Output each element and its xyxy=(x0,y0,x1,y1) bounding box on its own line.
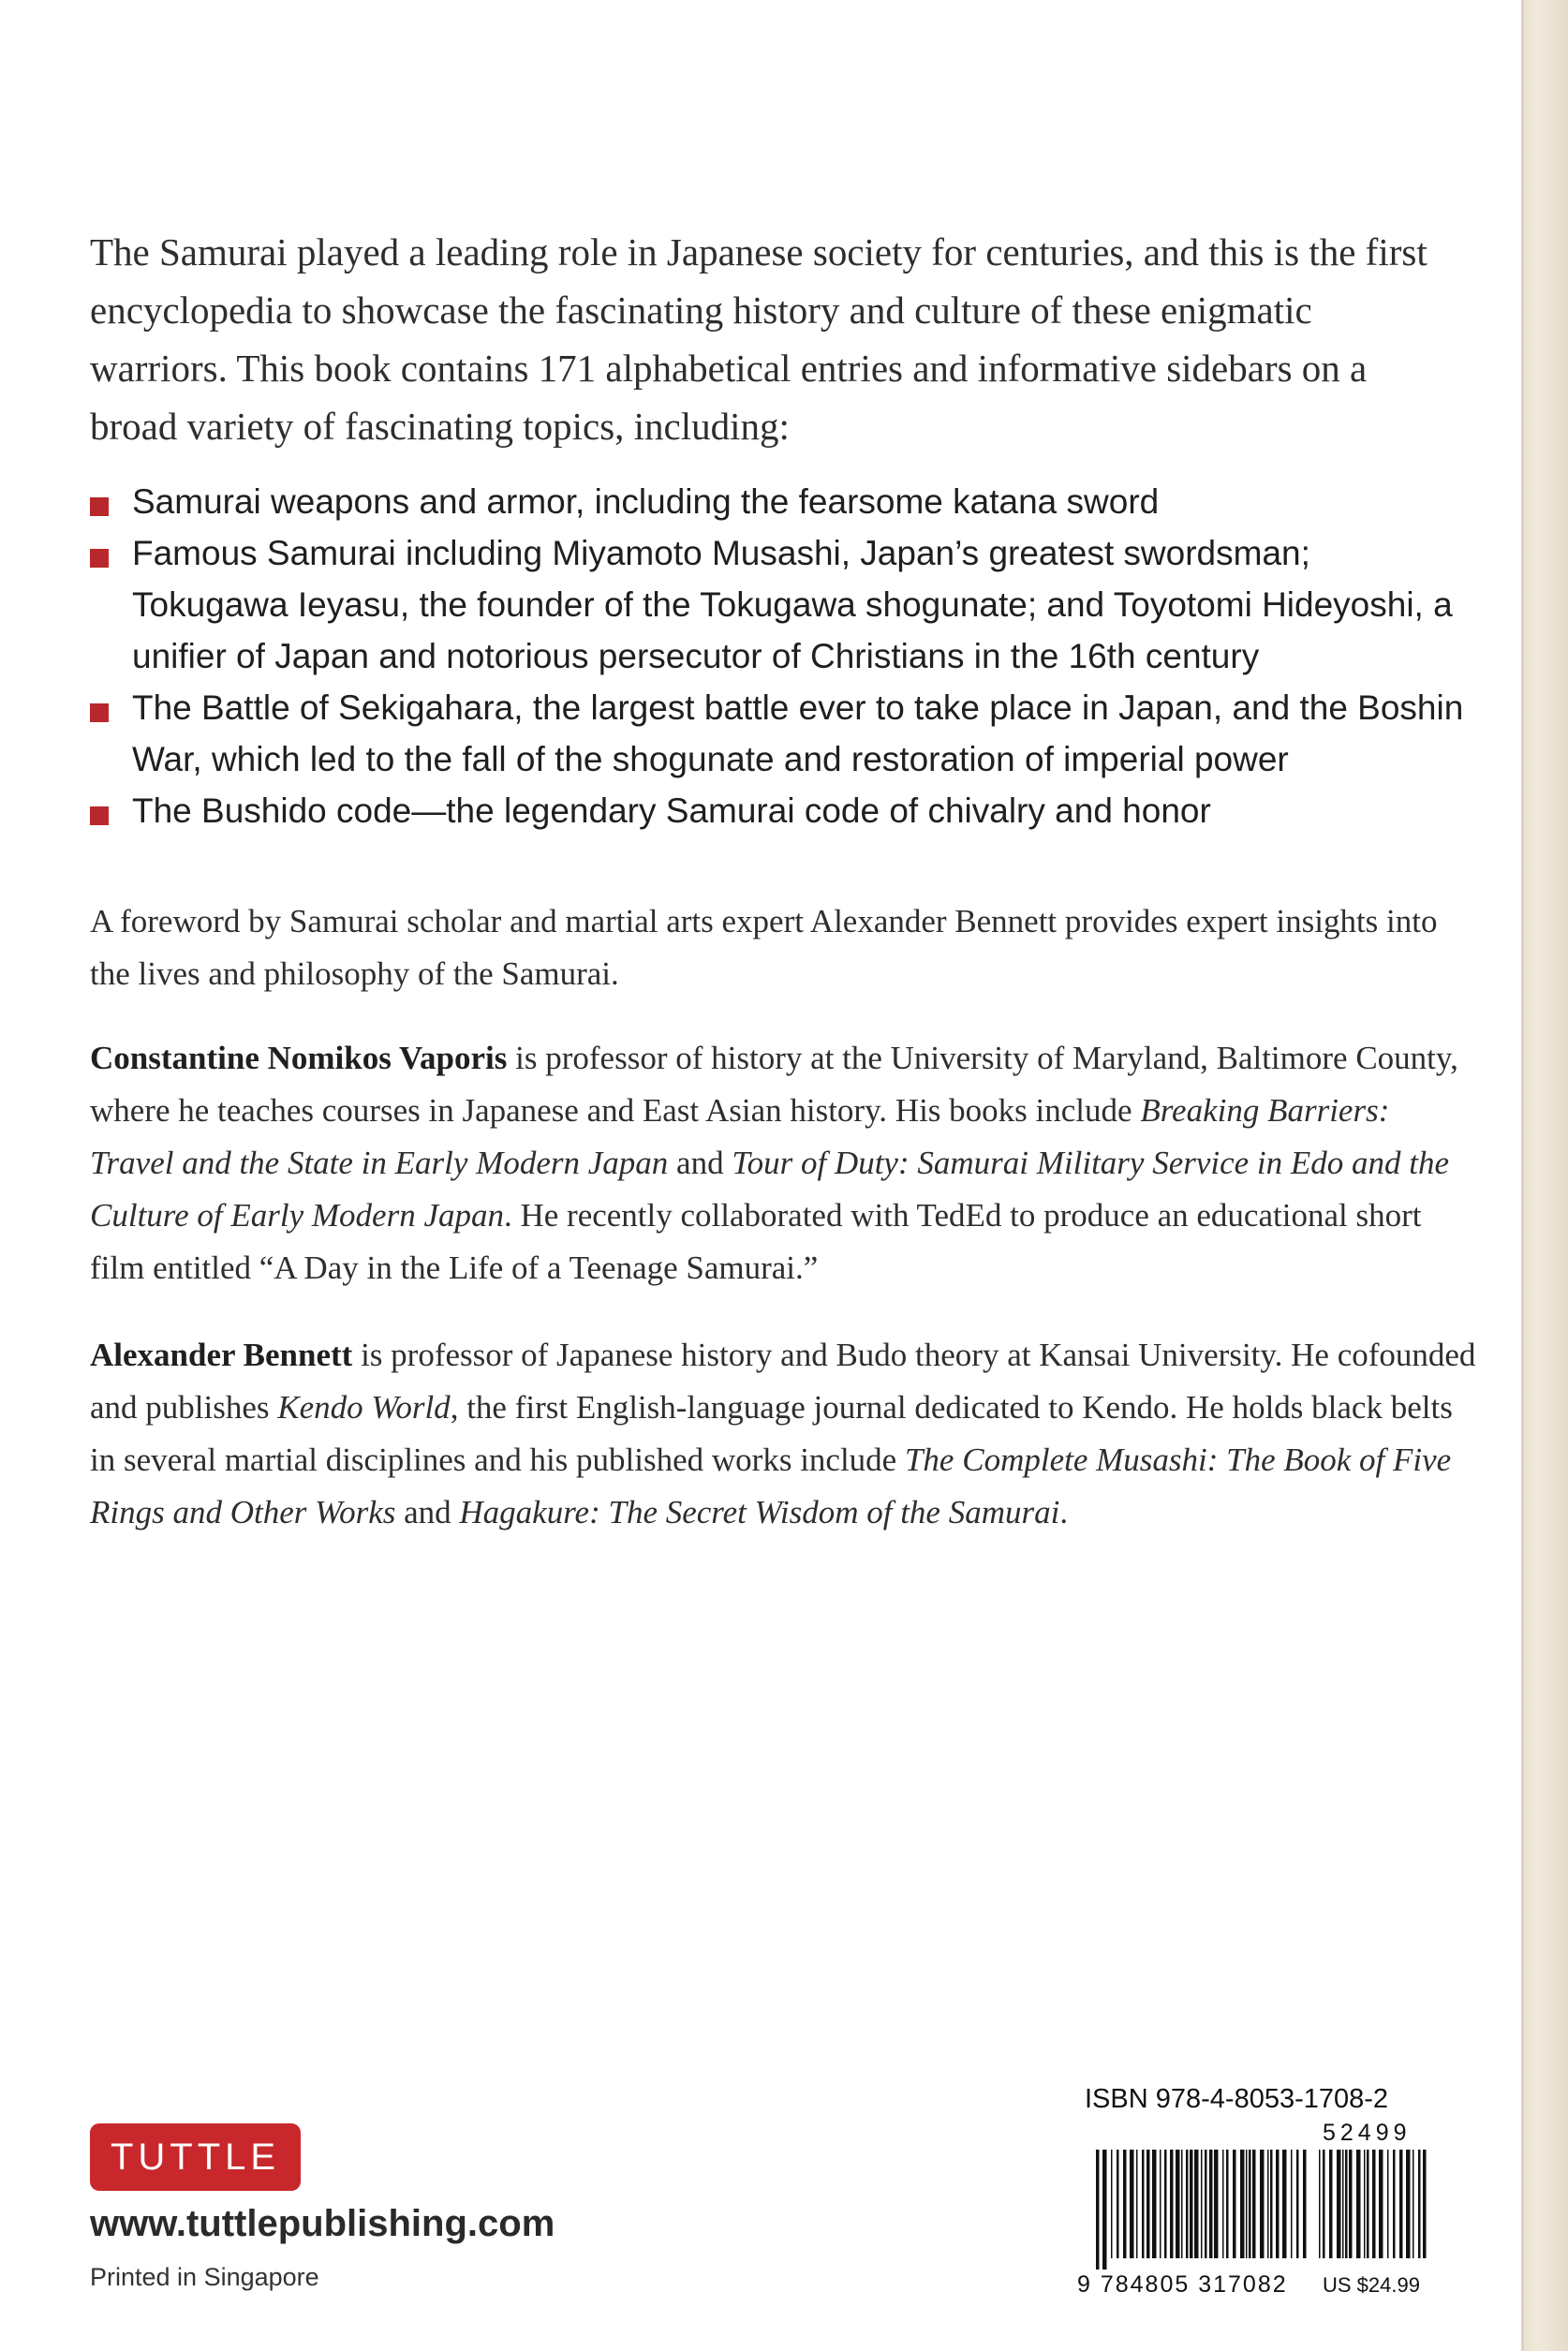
barcode-bar xyxy=(1164,2150,1167,2258)
barcode-bar xyxy=(1205,2150,1207,2258)
publisher-website[interactable]: www.tuttlepublishing.com xyxy=(90,2203,555,2244)
barcode-bar xyxy=(1233,2150,1236,2258)
barcode-bar xyxy=(1136,2150,1138,2258)
barcode-bar xyxy=(1186,2150,1189,2258)
barcode-bar xyxy=(1249,2150,1251,2258)
bio-text: and xyxy=(395,1494,460,1530)
barcode-supplement-bars xyxy=(1319,2150,1427,2270)
barcode-bar xyxy=(1319,2150,1321,2258)
barcode-bar xyxy=(1418,2150,1421,2258)
barcode-bar xyxy=(1342,2150,1344,2258)
barcode-bar xyxy=(1201,2150,1203,2258)
square-bullet-icon xyxy=(90,549,109,568)
square-bullet-icon xyxy=(90,806,109,825)
topics-list xyxy=(90,476,1467,836)
barcode-bar xyxy=(1102,2150,1107,2270)
bio-text: is professor of Japanese history and Budo theory at Kansai University. He cofounded and publishes xyxy=(90,1337,1476,1426)
book-title: Breaking Barriers: Travel and the State in Early Modern Japan xyxy=(90,1092,1390,1181)
barcode-bar xyxy=(1282,2150,1287,2258)
list-item-text: Samurai weapons and armor, including the fearsome katana sword xyxy=(132,482,1160,521)
barcode-bar xyxy=(1393,2150,1396,2258)
barcode-bar xyxy=(1246,2150,1248,2258)
printed-in-label: Printed in Singapore xyxy=(90,2263,319,2291)
price-label: US $24.99 xyxy=(1323,2273,1420,2297)
barcode-bar xyxy=(1423,2150,1427,2258)
tuttle-logo: TUTTLE xyxy=(90,2123,301,2191)
barcode-bar xyxy=(1337,2150,1341,2258)
barcode-bar xyxy=(1226,2150,1229,2258)
barcode-bar xyxy=(1142,2150,1145,2258)
barcode-bar xyxy=(1276,2150,1280,2258)
barcode-bar xyxy=(1329,2150,1333,2258)
book-title: The Complete Musashi: The Book of Five Rings and Other Works xyxy=(90,1442,1452,1530)
bio-text: . He recently collaborated with TedEd to produce an educational short film entitled “A Day in the Life of a Teenage Samurai.” xyxy=(90,1197,1422,1286)
barcode-bar xyxy=(1176,2150,1180,2258)
author-name: Alexander Bennett xyxy=(90,1337,353,1373)
bio-text: and xyxy=(668,1145,732,1181)
barcode-bar xyxy=(1413,2150,1414,2258)
book-title: Kendo World xyxy=(277,1389,451,1426)
barcode-bar xyxy=(1349,2150,1353,2258)
barcode-bar xyxy=(1117,2150,1119,2258)
isbn-barcode xyxy=(1077,2084,1433,2318)
barcode-bar xyxy=(1214,2150,1219,2258)
foreword-paragraph: A foreword by Samurai scholar and martial arts expert Alexander Bennett provides expert insights into the lives and philosophy of the Samurai. xyxy=(90,903,1438,992)
barcode-bar xyxy=(1406,2150,1411,2258)
barcode-bar xyxy=(1096,2150,1100,2270)
barcode-digits: 9 784805 317082 xyxy=(1077,2271,1288,2298)
list-item xyxy=(90,682,1467,785)
barcode-bar xyxy=(1291,2150,1293,2258)
author-bio-bennett xyxy=(90,1329,1476,1539)
barcode-bar xyxy=(1296,2150,1299,2258)
list-item-text: The Bushido code—the legendary Samurai code of chivalry and honor xyxy=(132,791,1211,830)
barcode-bar xyxy=(1387,2150,1389,2258)
list-item xyxy=(90,785,1467,836)
barcode-bar xyxy=(1364,2150,1366,2258)
barcode-bar xyxy=(1222,2150,1224,2258)
barcode-bar xyxy=(1152,2150,1157,2258)
isbn-label: ISBN 978-4-8053-1708-2 xyxy=(1085,2084,1389,2114)
barcode-bar xyxy=(1190,2150,1193,2258)
barcode-bar xyxy=(1209,2150,1213,2258)
barcode-bar xyxy=(1160,2150,1161,2258)
list-item-text: Famous Samurai including Miyamoto Musashi, Japan’s greatest swordsman; Tokugawa Ieyasu, the founder of the Tokugawa shogunate; and Toyotomi Hideyoshi, a unifier of Japan and notorious persecutor of Christians in the 16th century xyxy=(132,534,1453,675)
barcode-bar xyxy=(1194,2150,1199,2258)
barcode-bar xyxy=(1260,2150,1265,2258)
list-item-text: The Battle of Sekigahara, the largest battle ever to take place in Japan, and the Boshin War, which led to the fall of the shogunate and restoration of imperial power xyxy=(132,688,1464,778)
barcode-bar xyxy=(1170,2150,1174,2258)
book-spine-edge xyxy=(1521,0,1568,2351)
barcode-bar xyxy=(1372,2150,1376,2258)
barcode-bar xyxy=(1367,2150,1369,2258)
barcode-bar xyxy=(1240,2150,1245,2258)
barcode-bar xyxy=(1270,2150,1273,2258)
barcode-bar xyxy=(1399,2150,1403,2258)
book-title: Hagakure: The Secret Wisdom of the Samurai xyxy=(459,1494,1060,1530)
bio-text: is professor of history at the University of Maryland, Baltimore County, where he teaches courses in Japanese and East Asian history. His books include xyxy=(90,1040,1458,1129)
barcode-bar xyxy=(1303,2150,1307,2258)
barcode-bar xyxy=(1267,2150,1269,2258)
barcode-bar xyxy=(1345,2150,1348,2258)
barcode-bar xyxy=(1123,2150,1127,2258)
barcode-bar xyxy=(1111,2150,1113,2258)
barcode-bar xyxy=(1379,2150,1383,2258)
barcode-bar xyxy=(1252,2150,1256,2258)
barcode-bar xyxy=(1323,2150,1325,2258)
barcode-bar xyxy=(1356,2150,1361,2258)
square-bullet-icon xyxy=(90,497,109,516)
list-item xyxy=(90,527,1467,682)
barcode-main-bars xyxy=(1096,2150,1309,2270)
author-bio-vaporis xyxy=(90,1032,1476,1294)
square-bullet-icon xyxy=(90,703,109,722)
barcode-bar xyxy=(1181,2150,1183,2258)
author-name: Constantine Nomikos Vaporis xyxy=(90,1040,508,1076)
price-code-label: 52499 xyxy=(1323,2120,1412,2146)
intro-paragraph: The Samurai played a leading role in Japanese society for centuries, and this is the first encyclopedia to showcase the fascinating history and culture of these enigmatic warriors. This book contains 171 alphabetical entries and informative sidebars on a broad variety of fascinating topics, including: xyxy=(90,230,1427,448)
list-item xyxy=(90,476,1467,527)
barcode-bar xyxy=(1146,2150,1150,2258)
barcode-bar xyxy=(1130,2150,1134,2258)
bio-text: , the first English-language journal dedicated to Kendo. He holds black belts in several martial disciplines and his published works include xyxy=(90,1389,1453,1478)
bio-text: . xyxy=(1059,1494,1069,1530)
book-title: Tour of Duty: Samurai Military Service in Edo and the Culture of Early Modern Japan xyxy=(90,1145,1450,1234)
